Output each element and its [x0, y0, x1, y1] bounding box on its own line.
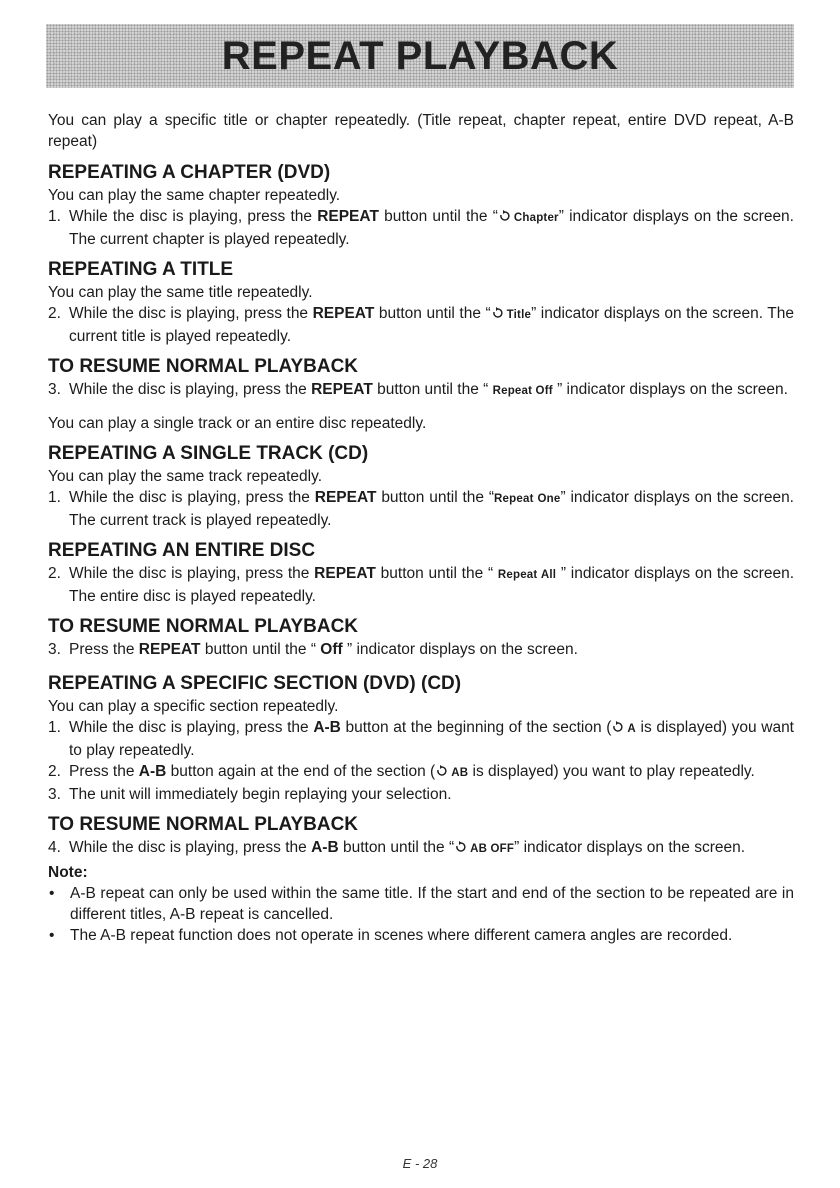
off-indicator: Off — [320, 641, 343, 658]
bullet-icon: • — [49, 885, 55, 902]
repeat-section-desc: You can play a specific section repeatedly. — [48, 698, 339, 715]
heading-repeat-section: REPEATING A SPECIFIC SECTION (DVD) (CD) — [48, 673, 462, 694]
repeat-title-step: 2. While the disc is playing, press the REPEAT button until the “ Title” indicator displays on the screen. The current title is played repeatedly. — [48, 305, 794, 345]
heading-repeat-track: REPEATING A SINGLE TRACK (CD) — [48, 443, 369, 464]
repeat-disc-step: 2. While the disc is playing, press the REPEAT button until the “ Repeat All ” indicator displays on the screen. The entire disc is played repeatedly. — [48, 565, 795, 605]
cd-intro-text: You can play a single track or an entire disc repeatedly. — [48, 415, 427, 432]
repeat-chapter-desc: You can play the same chapter repeatedly. — [48, 187, 341, 204]
note-label: Note: — [48, 864, 88, 881]
heading-repeat-title: REPEATING A TITLE — [48, 259, 234, 280]
ab-indicator: AB — [451, 767, 469, 779]
step-number: 1. — [48, 719, 61, 736]
repeat-section-step-1: 1. While the disc is playing, press the A-B button at the beginning of the section ( A is displayed) you want to play repeatedly. — [48, 719, 794, 759]
ab-button-label: A-B — [311, 839, 339, 856]
step-number: 2. — [48, 763, 61, 780]
repeat-off-indicator: Repeat Off — [492, 385, 553, 397]
repeat-section-step-2: 2. Press the A-B button again at the end of the section ( AB is displayed) you want to play repeatedly. — [48, 761, 794, 784]
repeat-icon — [491, 307, 505, 319]
step-number: 3. — [48, 381, 61, 398]
note-item: • The A-B repeat function does not operate in scenes where different camera angles are recorded. — [49, 927, 733, 944]
heading-resume-dvd: TO RESUME NORMAL PLAYBACK — [48, 356, 359, 377]
ab-off-indicator: AB OFF — [470, 843, 515, 855]
title-indicator: Title — [506, 309, 532, 321]
note-item: • A-B repeat can only be used within the same title. If the start and end of the section to be repeated are in different titles, A-B repeat is cancelled. — [49, 885, 794, 923]
resume-cd-step: 3. Press the REPEAT button until the “ Off ” indicator displays on the screen. — [48, 641, 578, 658]
intro-text: You can play a specific title or chapter repeatedly. (Title repeat, chapter repeat, entire DVD repeat, A-B repeat) — [48, 112, 794, 150]
step-number: 2. — [48, 305, 61, 322]
repeat-button-label: REPEAT — [138, 641, 201, 658]
ab-button-label: A-B — [138, 763, 167, 780]
step-number: 3. — [48, 641, 61, 658]
repeat-icon — [498, 210, 512, 222]
heading-resume-ab: TO RESUME NORMAL PLAYBACK — [48, 814, 359, 835]
step-number: 1. — [48, 489, 61, 506]
resume-ab-step: 4. While the disc is playing, press the A-B button until the “ AB OFF” indicator displays on the screen. — [48, 837, 794, 860]
repeat-button-label: REPEAT — [314, 565, 376, 582]
repeat-section-step-3: 3. The unit will immediately begin replaying your selection. — [48, 786, 452, 803]
repeat-button-label: REPEAT — [312, 305, 375, 322]
repeat-track-step: 1. While the disc is playing, press the REPEAT button until the “Repeat One” indicator displays on the screen. The current track is played repeatedly. — [48, 489, 794, 529]
repeat-button-label: REPEAT — [317, 208, 379, 225]
heading-repeat-chapter: REPEATING A CHAPTER (DVD) — [48, 162, 331, 183]
a-indicator: A — [627, 723, 636, 735]
step-number: 4. — [48, 839, 61, 856]
repeat-icon — [611, 721, 625, 733]
repeat-button-label: REPEAT — [314, 489, 377, 506]
repeat-icon — [435, 765, 449, 777]
page-title: REPEAT PLAYBACK — [221, 34, 619, 78]
heading-resume-cd: TO RESUME NORMAL PLAYBACK — [48, 616, 359, 637]
step-number: 3. — [48, 786, 61, 803]
heading-repeat-disc: REPEATING AN ENTIRE DISC — [48, 540, 316, 561]
repeat-one-indicator: Repeat One — [494, 493, 561, 505]
bullet-icon: • — [49, 927, 55, 944]
repeat-button-label: REPEAT — [311, 381, 373, 398]
chapter-indicator: Chapter — [513, 212, 559, 224]
step-number: 1. — [48, 208, 61, 225]
repeat-icon — [454, 841, 468, 853]
step-number: 2. — [48, 565, 61, 582]
repeat-track-desc: You can play the same track repeatedly. — [48, 468, 322, 485]
repeat-chapter-step: 1. While the disc is playing, press the REPEAT button until the “ Chapter” indicator displays on the screen. The current chapter is played repeatedly. — [48, 208, 794, 248]
repeat-title-desc: You can play the same title repeatedly. — [48, 284, 313, 301]
title-banner — [46, 24, 794, 88]
resume-dvd-step: 3. While the disc is playing, press the REPEAT button until the “ Repeat Off ” indicator displays on the screen. — [48, 379, 794, 402]
main-content — [48, 110, 794, 946]
ab-button-label: A-B — [313, 719, 341, 736]
repeat-all-indicator: Repeat All — [497, 569, 557, 581]
page-number: E - 28 — [402, 1156, 438, 1171]
